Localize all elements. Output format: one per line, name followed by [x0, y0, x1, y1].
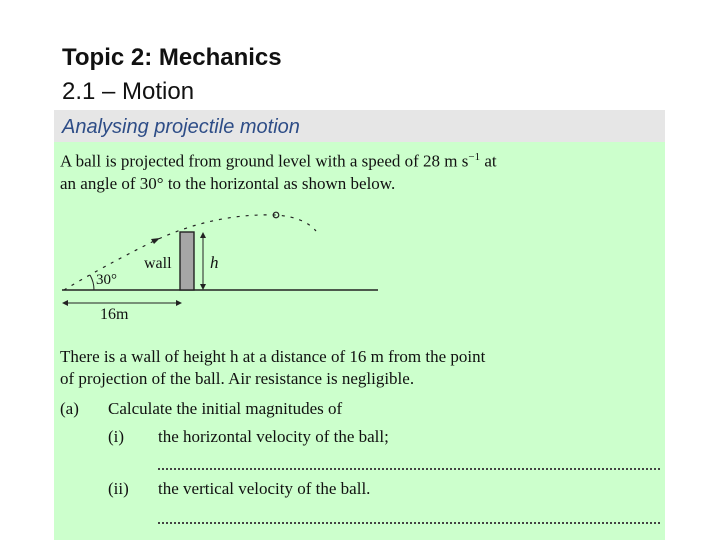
- section-banner: [54, 110, 665, 142]
- distance-label: 16m: [100, 306, 129, 323]
- slide-subtitle: 2.1 – Motion: [62, 78, 195, 105]
- distance-arrow-left: [62, 300, 68, 306]
- height-arrow-top: [200, 232, 206, 238]
- wall-line-1: There is a wall of height h at a distance of 16 m from the point: [60, 347, 486, 366]
- angle-label: 30°: [96, 272, 117, 288]
- banner-title: Analysing projectile motion: [62, 116, 300, 138]
- sub-ii-text: the vertical velocity of the ball.: [158, 479, 371, 498]
- wall-paragraph: [60, 346, 485, 390]
- sub-ii-label: (ii): [108, 479, 129, 498]
- slide-title: Topic 2: Mechanics: [62, 44, 282, 71]
- sub-i-label: (i): [108, 427, 125, 446]
- answer-line-i[interactable]: [158, 468, 660, 470]
- trajectory-arrow: [151, 238, 160, 244]
- question-panel: [54, 142, 665, 540]
- intro-paragraph: [60, 146, 497, 195]
- part-a-label: (a): [60, 399, 79, 418]
- answer-line-ii[interactable]: [158, 522, 660, 524]
- intro-line-1: [60, 146, 497, 173]
- height-label: h: [210, 253, 219, 272]
- intro-line-1-sup: −1: [468, 151, 481, 163]
- wall: [180, 232, 194, 290]
- height-arrow-bottom: [200, 284, 206, 290]
- sub-i-text: the horizontal velocity of the ball;: [158, 427, 389, 446]
- intro-line-1-post: at: [480, 151, 497, 171]
- intro-line-1-pre: A ball is projected from ground level with a speed of 28 m s: [60, 151, 469, 171]
- projectile-diagram: [54, 197, 394, 327]
- wall-line-2: of projection of the ball. Air resistance is negligible.: [60, 369, 415, 388]
- distance-arrow-right: [176, 300, 182, 306]
- intro-line-2: an angle of 30° to the horizontal as shown below.: [60, 173, 396, 193]
- angle-arc: [90, 275, 94, 290]
- part-a-text: Calculate the initial magnitudes of: [108, 399, 343, 418]
- wall-label: wall: [144, 255, 172, 272]
